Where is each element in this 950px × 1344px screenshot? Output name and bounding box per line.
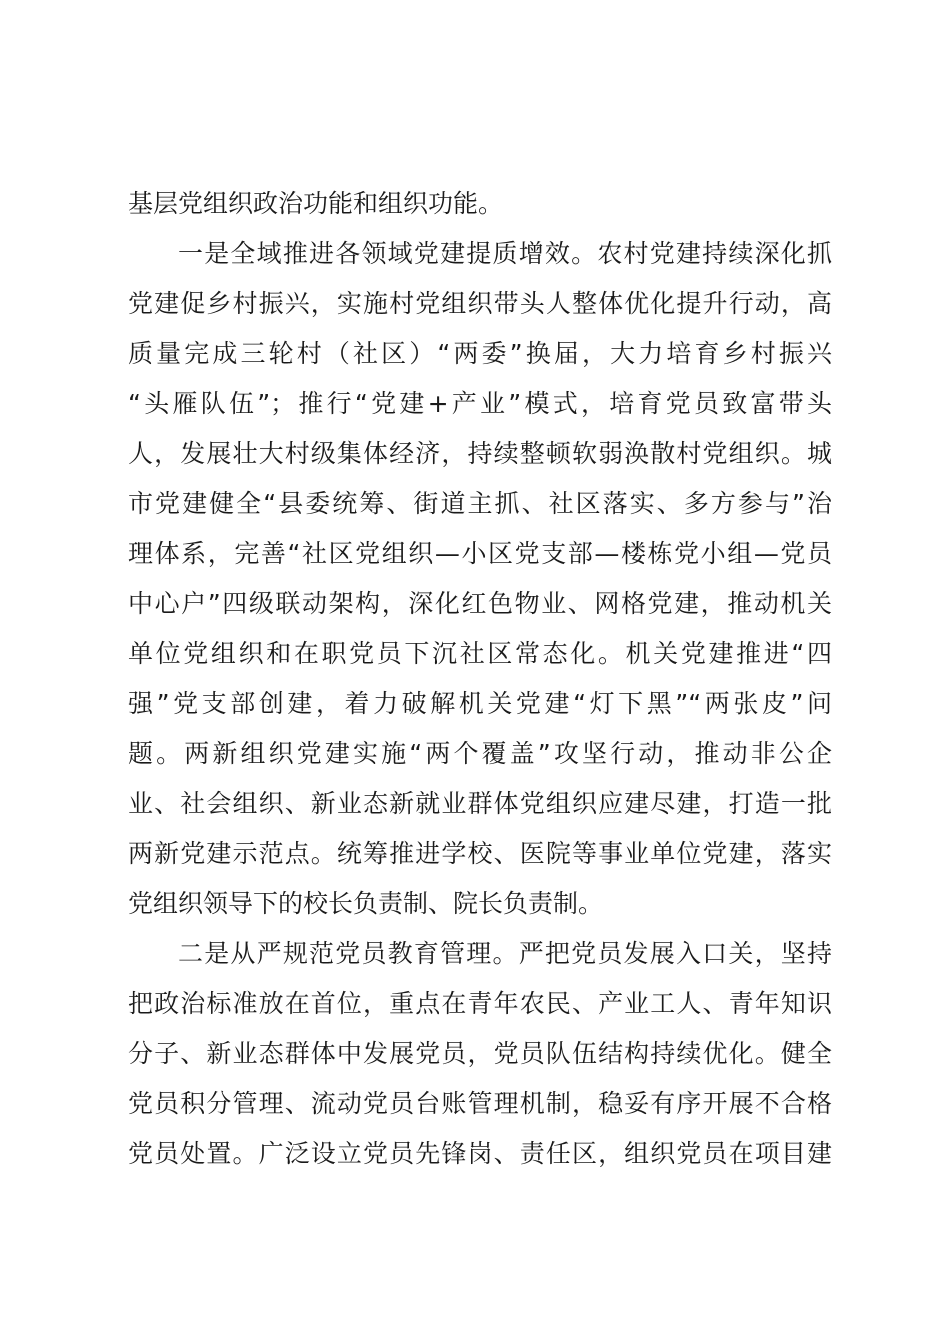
text-line: 党员积分管理、流动党员台账管理机制，稳妥有序开展不合格 (128, 1089, 832, 1118)
text-line: 党组织领导下的校长负责制、院长负责制。 (128, 889, 604, 918)
text-line: 强”党支部创建，着力破解机关党建“灯下黑”“两张皮”问 (128, 689, 832, 718)
text-line: 党建促乡村振兴，实施村党组织带头人整体优化提升行动，高 (128, 289, 832, 318)
text-line: 两新党建示范点。统筹推进学校、医院等事业单位党建，落实 (128, 839, 832, 868)
text-line: 基层党组织政治功能和组织功能。 (128, 189, 504, 218)
text-line: 质量完成三轮村（社区）“两委”换届，大力培育乡村振兴 (128, 339, 832, 368)
text-line: 分子、新业态群体中发展党员，党员队伍结构持续优化。健全 (128, 1039, 832, 1068)
text-line: 市党建健全“县委统筹、街道主抓、社区落实、多方参与”治 (128, 489, 832, 518)
text-line: 把政治标准放在首位，重点在青年农民、产业工人、青年知识 (128, 989, 832, 1018)
text-line: 人，发展壮大村级集体经济，持续整顿软弱涣散村党组织。城 (128, 439, 832, 468)
text-line: 业、社会组织、新业态新就业群体党组织应建尽建，打造一批 (128, 789, 832, 818)
text-line: 题。两新组织党建实施“两个覆盖”攻坚行动，推动非公企 (128, 739, 832, 768)
text-line: 二是从严规范党员教育管理。严把党员发展入口关，坚持 (178, 939, 832, 968)
paragraph (128, 179, 832, 229)
document-body (128, 179, 832, 1179)
text-line: 中心户”四级联动架构，深化红色物业、网格党建，推动机关 (128, 589, 832, 618)
text-line: 单位党组织和在职党员下沉社区常态化。机关党建推进“四 (128, 639, 832, 668)
paragraph (128, 929, 832, 1179)
paragraph (128, 229, 832, 929)
text-line: 理体系，完善“社区党组织—小区党支部—楼栋党小组—党员 (128, 539, 832, 568)
text-line: 一是全域推进各领域党建提质增效。农村党建持续深化抓 (178, 239, 832, 268)
text-line: “头雁队伍”；推行“党建+产业”模式，培育党员致富带头 (128, 389, 832, 418)
text-line: 党员处置。广泛设立党员先锋岗、责任区，组织党员在项目建 (128, 1139, 832, 1168)
